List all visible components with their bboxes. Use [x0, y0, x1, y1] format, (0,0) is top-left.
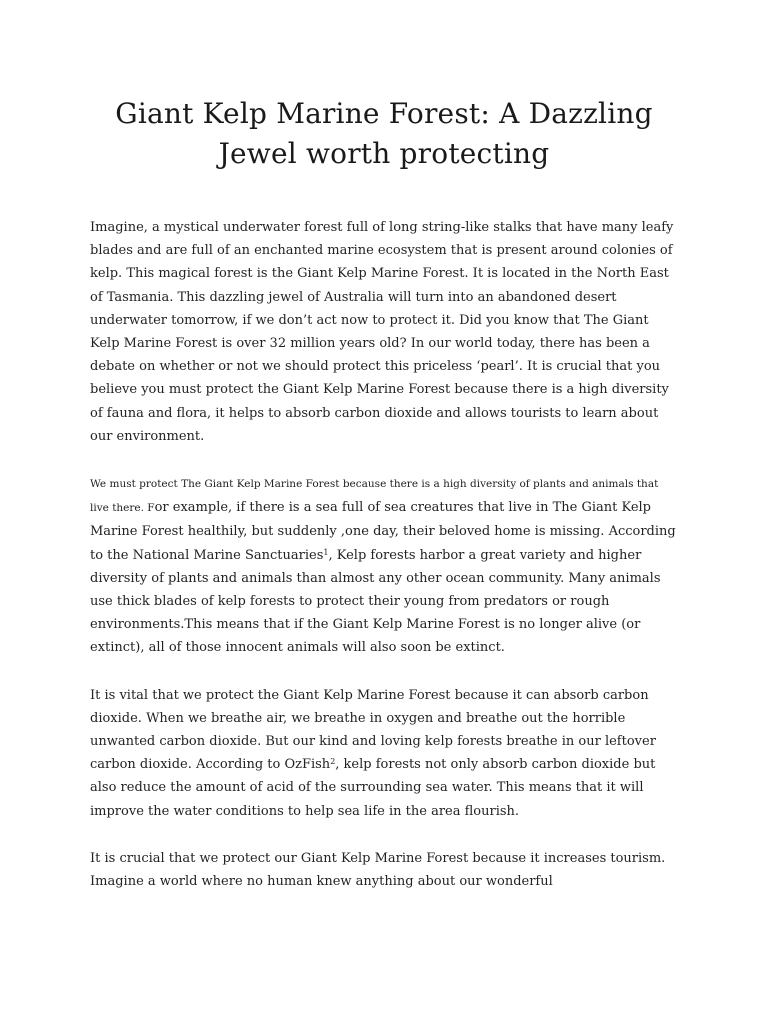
footnote-marker[interactable]: 1	[323, 547, 329, 557]
paragraph-body: or example, if there is a sea full of sea creatures that live in The Giant Kelp Marine Forest healthily, but suddenly ,one day, their beloved home is missing. According to the National Marine Sanctuaries	[90, 500, 676, 563]
title-line-2: Jewel worth protecting	[218, 137, 550, 170]
paragraph-body: , Kelp forests harbor a great variety and higher diversity of plants and animals than almost any other ocean community. Many animals use thick blades of kelp forests to protect their young from predators or rough environments.This means that if the Giant Kelp Marine Forest is no longer alive (or extinct), all of those innocent animals will also soon be extinct.	[90, 547, 661, 656]
title-line-1: Giant Kelp Marine Forest: A Dazzling	[115, 97, 653, 130]
paragraph-intro: Imagine, a mystical underwater forest full of long string-like stalks that have many leafy blades and are full of an enchanted marine ecosystem that is present around colonies of kelp. This magical forest is the Giant Kelp Marine Forest. It is located in the North East of Tasmania. This dazzling jewel of Australia will turn into an abandoned desert underwater tomorrow, if we don’t act now to protect it. Did you know that The Giant Kelp Marine Forest is over 32 million years old? In our world today, there has been a debate on whether or not we should protect this priceless ‘pearl’. It is crucial that you believe you must protect the Giant Kelp Marine Forest because there is a high diversity of fauna and flora, it helps to absorb carbon dioxide and allows tourists to learn about our environment.	[90, 220, 674, 444]
document-title	[90, 94, 678, 174]
paragraph-biodiversity	[90, 472, 678, 660]
paragraph-body: , kelp forests not only absorb carbon dioxide but also reduce the amount of acid of the surrounding sea water. This means that it will improve the water conditions to help sea life in the area flourish.	[90, 757, 656, 819]
footnote-marker[interactable]: 2	[330, 757, 336, 767]
paragraph-lead-small: We must protect The Giant Kelp Marine Forest because there is a high diversity of plants and animals that live there. F	[90, 478, 659, 515]
paragraph-carbon	[90, 684, 678, 823]
paragraph-body: It is vital that we protect the Giant Kelp Marine Forest because it can absorb carbon dioxide. When we breathe air, we breathe in oxygen and breathe out the horrible unwanted carbon dioxide. But our kind and loving kelp forests breathe in our leftover carbon dioxide. According to OzFish	[90, 687, 656, 773]
paragraph-tourism: It is crucial that we protect our Giant Kelp Marine Forest because it increases tourism. Imagine a world where no human knew anything about our wonderful	[90, 850, 666, 890]
